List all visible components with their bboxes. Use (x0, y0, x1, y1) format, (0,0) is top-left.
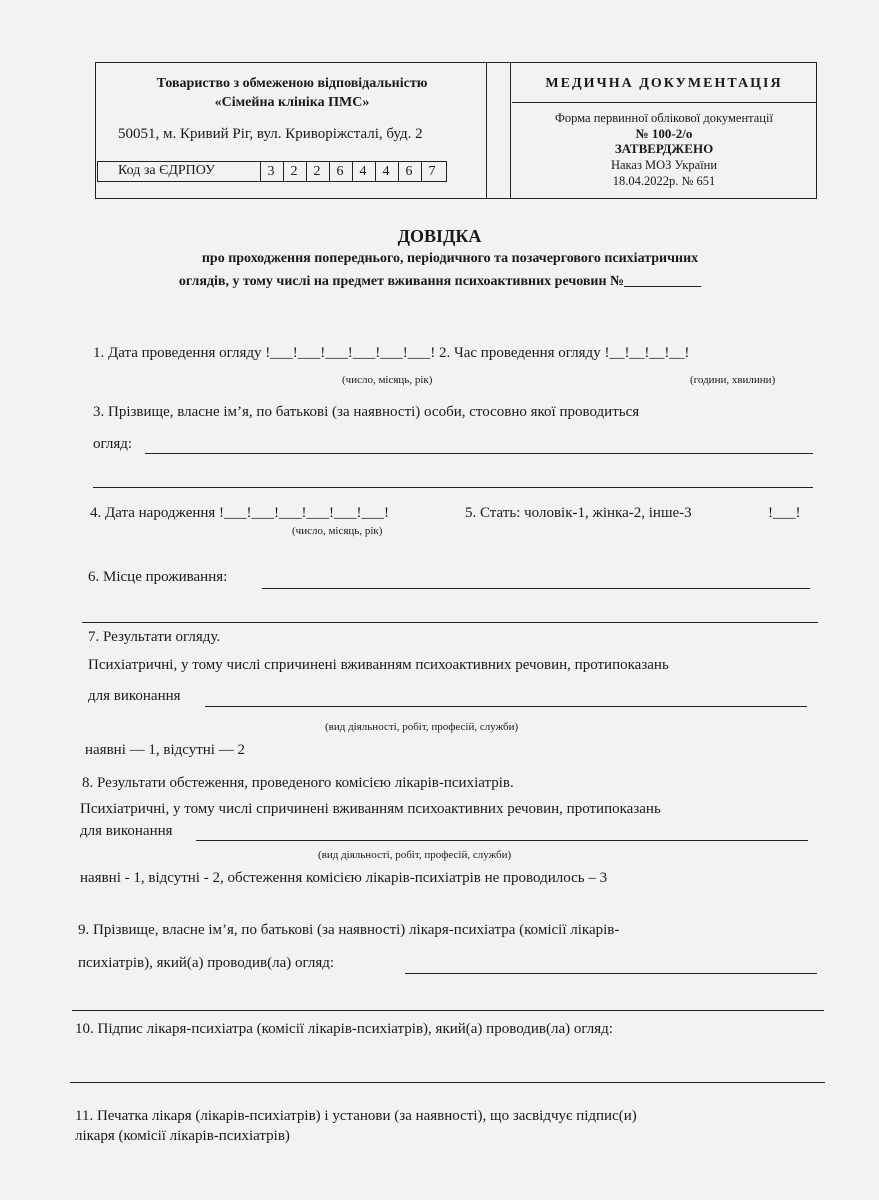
document-subtitle-2: оглядів, у тому числі на предмет вживання психоактивних речовин №___________ (178, 274, 702, 289)
field-residence-label: 6. Місце проживання: (88, 569, 228, 585)
field-results-text-2: для виконання (88, 688, 181, 704)
person-name-input-line-2[interactable] (93, 487, 813, 488)
hint-commission-activity: (вид діяльності, робіт, професій, служби) (318, 849, 512, 861)
field-signature-label: 10. Підпис лікаря-психіатра (комісії лікарів-психіатрів), який(а) проводив(ла) огляд: (75, 1021, 613, 1037)
field-results-answer: наявні — 1, відсутні — 2 (85, 742, 245, 758)
doctor-name-input-line[interactable] (405, 973, 817, 974)
field-sex: 5. Стать: чоловік-1, жінка-2, інше-3 (465, 505, 692, 521)
hint-date: (число, місяць, рік) (342, 374, 433, 386)
sex-input-box[interactable]: !___! (768, 505, 801, 521)
field-birth-date: 4. Дата народження !___!___!___!___!___!___! (90, 505, 390, 521)
edrpou-digits (260, 162, 446, 181)
org-address: 50051, м. Кривий Ріг, вул. Криворіжсталі, буд. 2 (118, 126, 423, 142)
field-stamp-label: 11. Печатка лікаря (лікарів-психіатрів) і установи (за наявності), що засвідчує підпис(и) (75, 1108, 637, 1124)
field-exam-date-time: 1. Дата проведення огляду !___!___!___!___!___!___! 2. Час проведення огляду !__!__!__!__! (93, 345, 690, 361)
edrpou-digit: 2 (283, 162, 304, 181)
edrpou-digit: 6 (398, 162, 419, 181)
field-person-name-label-2: огляд: (93, 436, 133, 452)
edrpou-digit: 6 (329, 162, 350, 181)
residence-input-line[interactable] (262, 588, 810, 589)
residence-input-line-2[interactable] (82, 622, 818, 623)
form-line5: 18.04.2022р. № 651 (612, 174, 716, 188)
person-name-input-line[interactable] (145, 453, 813, 454)
edrpou-digit: 2 (306, 162, 327, 181)
document-subtitle-1: про проходження попереднього, періодичного та позачергового психіатричних (201, 251, 699, 266)
edrpou-digit: 3 (260, 162, 281, 181)
field-doctor-name-label: 9. Прізвище, власне ім’я, по батькові (за наявності) лікаря-психіатра (комісії лікарів- (78, 922, 620, 938)
header-divider-2 (510, 62, 511, 199)
field-commission-text-2: для виконання (80, 823, 173, 839)
results-activity-input-line[interactable] (205, 706, 807, 707)
signature-input-line[interactable] (70, 1082, 825, 1083)
field-doctor-name-label-2: психіатрів), який(а) проводив(ла) огляд: (78, 955, 335, 971)
form-line1: Форма первинної облікової документації (555, 111, 773, 125)
field-commission-text: Психіатричні, у тому числі спричинені вживанням психоактивних речовин, протипоказань (80, 801, 661, 817)
header-divider (486, 62, 487, 199)
field-stamp-label-2: лікаря (комісії лікарів-психіатрів) (75, 1128, 290, 1144)
edrpou-label: Код за ЄДРПОУ (118, 163, 216, 178)
edrpou-digit: 4 (375, 162, 396, 181)
right-title: МЕДИЧНА ДОКУМЕНТАЦІЯ (545, 76, 783, 91)
hint-activity: (вид діяльності, робіт, професій, служби) (325, 721, 519, 733)
form-line2: № 100-2/о (635, 126, 693, 141)
hint-time: (години, хвилини) (690, 374, 776, 386)
org-name-line1: Товариство з обмеженою відповідальністю (156, 76, 428, 91)
edrpou-digit: 7 (421, 162, 442, 181)
edrpou-box (97, 161, 447, 182)
form-line3: ЗАТВЕРДЖЕНО (614, 141, 714, 156)
right-title-divider (512, 102, 816, 103)
commission-activity-input-line[interactable] (196, 840, 808, 841)
org-name-line2: «Сімейна клініка ПМС» (214, 95, 370, 110)
field-results-text: Психіатричні, у тому числі спричинені вживанням психоактивних речовин, протипоказань (88, 657, 669, 673)
hint-birth-date: (число, місяць, рік) (292, 525, 383, 537)
field-commission-title: 8. Результати обстеження, проведеного комісією лікарів-психіатрів. (82, 775, 514, 791)
field-results-title: 7. Результати огляду. (88, 629, 221, 645)
edrpou-digit: 4 (352, 162, 373, 181)
field-person-name-label: 3. Прізвище, власне ім’я, по батькові (за наявності) особи, стосовно якої проводиться (93, 404, 640, 420)
form-line4: Наказ МОЗ України (610, 158, 718, 172)
field-commission-answer: наявні - 1, відсутні - 2, обстеження комісією лікарів-психіатрів не проводилось – 3 (80, 870, 608, 886)
doctor-name-input-line-2[interactable] (72, 1010, 824, 1011)
document-title: ДОВІДКА (397, 226, 482, 246)
